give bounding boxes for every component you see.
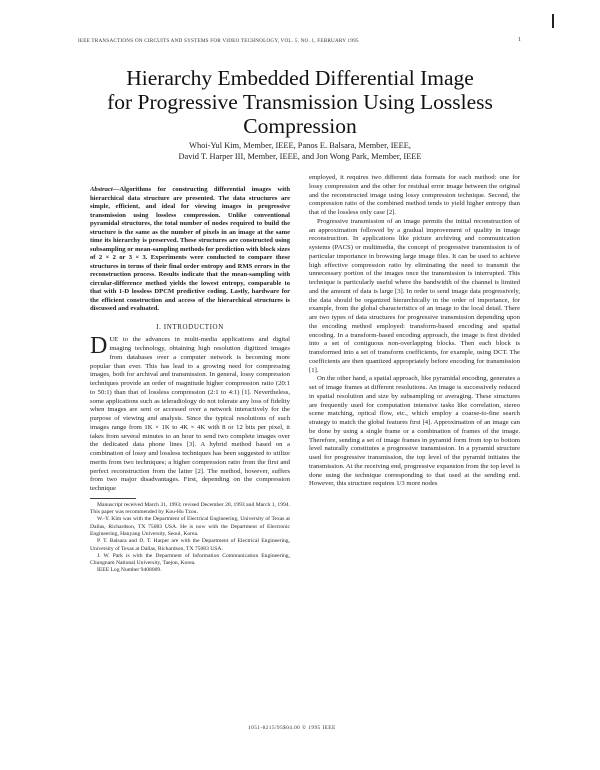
title-line-2: for Progressive Transmission Using Lossless bbox=[107, 90, 493, 114]
right-column bbox=[309, 174, 520, 489]
intro-paragraph bbox=[90, 333, 290, 494]
abstract bbox=[90, 186, 290, 314]
footnotes bbox=[90, 502, 290, 575]
abstract-lead: Abstract— bbox=[90, 186, 120, 193]
right-paragraph-1: employed, it requires two different data formats for each method: one for lossy compression and the other for residual error image between the original and the reconstructed image using lossy compression technique. Second, the compression ratio of the combined method tends to yield higher entropy than that of the lossless only case [2]. bbox=[309, 174, 520, 216]
paper-title bbox=[60, 66, 540, 138]
abstract-text: Algorithms for constructing differential images with hierarchical data structure are presented. The data structures are simple, efficient, and ideal for viewing images in progressive transmission using lossless compression. Unlike conventional pyramidal structures, the total number of nodes required to build the structure is the same as the number of pixels in an image at the same time its hierarchy is preserved. These structures are constructed using subsampling or mean-sampling methods for prediction with block sizes of 2 × 2 or 3 × 3. Experiments were conducted to compare these structures in terms of their final order entropy and RMS errors in the reconstruction process. Results indicate that the mean-sampling with circular-difference method yields the lowest entropy, comparable to that with 1-D lossless DPCM predictive coding. Lastly, hardware for the efficient construction and access of the hierarchical structures is discussed and evaluated. bbox=[90, 186, 290, 312]
copyright-footer: 1051-8215/95$04.00 © 1995 IEEE bbox=[248, 725, 336, 731]
footnote-author-balsara-harper: P. T. Balsara and D. T. Harper are with the Department of Electrical Engineering, University of Texas at Dallas, Richardson, TX 75083 USA. bbox=[90, 538, 290, 552]
running-head: IEEE TRANSACTIONS ON CIRCUITS AND SYSTEMS FOR VIDEO TECHNOLOGY, VOL. 5, NO. 1, FEBRUARY 1995 bbox=[78, 38, 359, 44]
right-paragraph-3: On the other hand, a spatial approach, like pyramidal encoding, generates a set of image frames at different resolutions. An image is successively reduced in spatial resolution and size by subsampling or averaging. These structures are frequently used for computation intensive tasks like correlation, stereo scene matching, optical flow, etc., which employ a coarse-to-fine search strategy to match the global features first [4]. Approximation of an image can be done by using a single frame or a combination of frames of the image. Therefore, sending a set of image frames in pyramid form from top to bottom level naturally constitutes a progressive transmission. In a pyramid structure used for progressive transmission, the top level of the pyramid initiates the transmission. At the receiving end, progressive expansion from the top level is done using the technique corresponding to that used at the sending end. However, this structure requires 1/3 more nodes bbox=[309, 375, 520, 488]
left-column bbox=[90, 186, 290, 575]
footnote-divider bbox=[90, 498, 136, 499]
drop-cap: D bbox=[90, 333, 108, 360]
title-line-1: Hierarchy Embedded Differential Image bbox=[126, 66, 474, 90]
title-line-3: Compression bbox=[243, 114, 357, 138]
scan-corner-mark bbox=[552, 14, 554, 28]
page-number: 1 bbox=[518, 37, 521, 43]
section-heading-introduction: I. INTRODUCTION bbox=[156, 322, 224, 331]
footnote-log-number: IEEE Log Number 9408009. bbox=[97, 567, 162, 574]
authors-line-1: Whoi-Yul Kim, Member, IEEE, Panos E. Balsara, Member, IEEE, bbox=[189, 141, 411, 150]
author-list bbox=[60, 140, 540, 162]
authors-line-2: David T. Harper III, Member, IEEE, and Jon Wong Park, Member, IEEE bbox=[178, 152, 422, 161]
right-paragraph-2: Progressive transmission of an image permits the initial reconstruction of an approximation followed by a gradual improvement of quality in image reconstruction. In applications like picture archiving and communication systems (PACS) or multimedia, the concept of progressive transmission is of particular importance in browsing large image files. It can be used to achieve high effective compression ratio by eliminating the need to transmit the unnecessary portion of the images once the transmission is interrupted. This technique is particularly useful where the bandwidth of the channel is limited and the amount of data is large [3]. In order to send image data progressively, the data should be organized hierarchically in the order of importance, for example, from the global characteristics of an image to the local detail. There are two types of data structures for progressive transmission depending upon the encoding method employed: transform-based encoding and spatial encoding. In a transform-based encoding approach, the image is first divided into a set of contiguous non-overlapping blocks. Then each block is transformed into a set of transform coefficients, for example, using DCT. The coefficients are then quantized appropriately before encoding for transmission [1]. bbox=[309, 217, 520, 374]
intro-text: UE to the advances in multi-media applications and digital imaging technology, obtaining high resolution digitized images from databases over a computer network is becoming more popular than ever. This has lead to a growing need for compressing images, both for archival and transmission. In general, lossy compression techniques provide an order of magnitude higher compression ratio (20:1 to 50:1) than that of lossless compression (2:1 to 4:1) [1]. Nevertheless, some applications such as teleradiology do not tolerate any loss of fidelity when images are sent or accessed over a network interactively for the purpose of viewing and analysis. Since the typical resolutions of such images range from 1K × 1K to 4K × 4K with 8 or 12 bits per pixel, it takes from several minutes to an hour to send two complete images over the dedicated data phone lines [3]. A hybrid method based on a combination of lossy and lossless techniques has been suggested to utilize merits from two techniques; a higher compression ratio from the first and perfect reconstruction from the latter [2]. The method, however, suffers from two major disadvantages. First, depending on the compression technique bbox=[90, 336, 290, 492]
footnote-author-kim: W.-Y. Kim was with the Department of Electrical Engineering, University of Texas at Dallas, Richardson, TX 75083 USA. He is now with the Department of Electronic Engineering, Hanyang University, Seoul, Korea. bbox=[90, 516, 290, 537]
footnote-author-park: J. W. Park is with the Department of Information Communication Engineering, Chungnam National University, Taejon, Korea. bbox=[90, 552, 290, 567]
footnote-manuscript: Manuscript received March 31, 1993; revised December 20, 1993 and March 1, 1994. This paper was recommended by Kou-Hu Tzou. bbox=[90, 501, 290, 516]
